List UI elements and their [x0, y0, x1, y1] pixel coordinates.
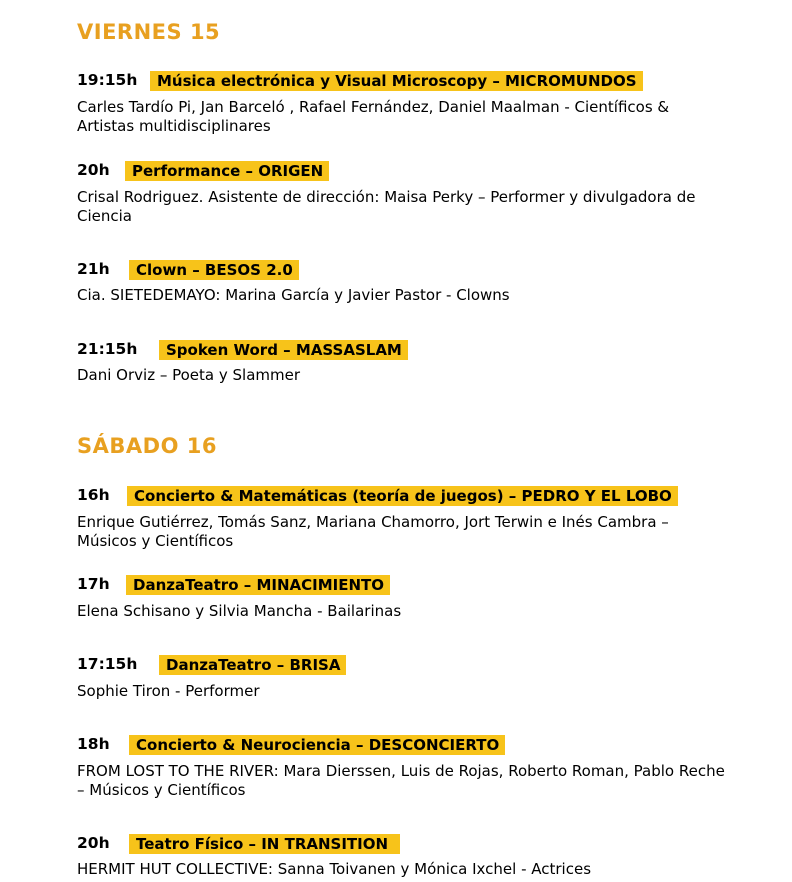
- event-time: 21h: [77, 260, 110, 278]
- event-description: HERMIT HUT COLLECTIVE: Sanna Toivanen y Mónica Ixchel - Actrices: [77, 860, 592, 878]
- event-title: Teatro Físico – IN TRANSITION: [129, 834, 400, 854]
- event-title: Clown – BESOS 2.0: [129, 260, 299, 280]
- event-description: Crisal Rodriguez. Asistente de dirección: Maisa Perky – Performer y divulgadora de Ciencia: [77, 188, 696, 225]
- event-time: 17:15h: [77, 655, 138, 673]
- event-time: 17h: [77, 575, 110, 593]
- event-time: 18h: [77, 735, 110, 753]
- event-time: 19:15h: [77, 71, 138, 89]
- event-title: DanzaTeatro – MINACIMIENTO: [126, 575, 390, 595]
- event-title: Concierto & Neurociencia – DESCONCIERTO: [129, 735, 505, 755]
- event-description: Enrique Gutiérrez, Tomás Sanz, Mariana Chamorro, Jort Terwin e Inés Cambra – Músicos y Científicos: [77, 513, 669, 550]
- event-title: Concierto & Matemáticas (teoría de juegos) – PEDRO Y EL LOBO: [127, 486, 678, 506]
- event-description: Cia. SIETEDEMAYO: Marina García y Javier Pastor - Clowns: [77, 286, 510, 304]
- event-description: Sophie Tiron - Performer: [77, 682, 260, 700]
- event-time: 21:15h: [77, 340, 138, 358]
- day-heading: VIERNES 15: [77, 20, 221, 44]
- event-description: Dani Orviz – Poeta y Slammer: [77, 366, 301, 384]
- event-time: 16h: [77, 486, 110, 504]
- event-description: FROM LOST TO THE RIVER: Mara Dierssen, Luis de Rojas, Roberto Roman, Pablo Reche – Músicos y Científicos: [77, 762, 725, 799]
- event-description: Elena Schisano y Silvia Mancha - Bailarinas: [77, 602, 402, 620]
- event-description: Carles Tardío Pi, Jan Barceló , Rafael Fernández, Daniel Maalman - Científicos & Artistas multidisciplinares: [77, 98, 670, 135]
- event-title: DanzaTeatro – BRISA: [159, 655, 346, 675]
- event-title: Música electrónica y Visual Microscopy – MICROMUNDOS: [150, 71, 643, 91]
- event-title: Spoken Word – MASSASLAM: [159, 340, 408, 360]
- event-time: 20h: [77, 161, 110, 179]
- event-title: Performance – ORIGEN: [125, 161, 329, 181]
- day-heading: SÁBADO 16: [77, 434, 217, 458]
- event-time: 20h: [77, 834, 110, 852]
